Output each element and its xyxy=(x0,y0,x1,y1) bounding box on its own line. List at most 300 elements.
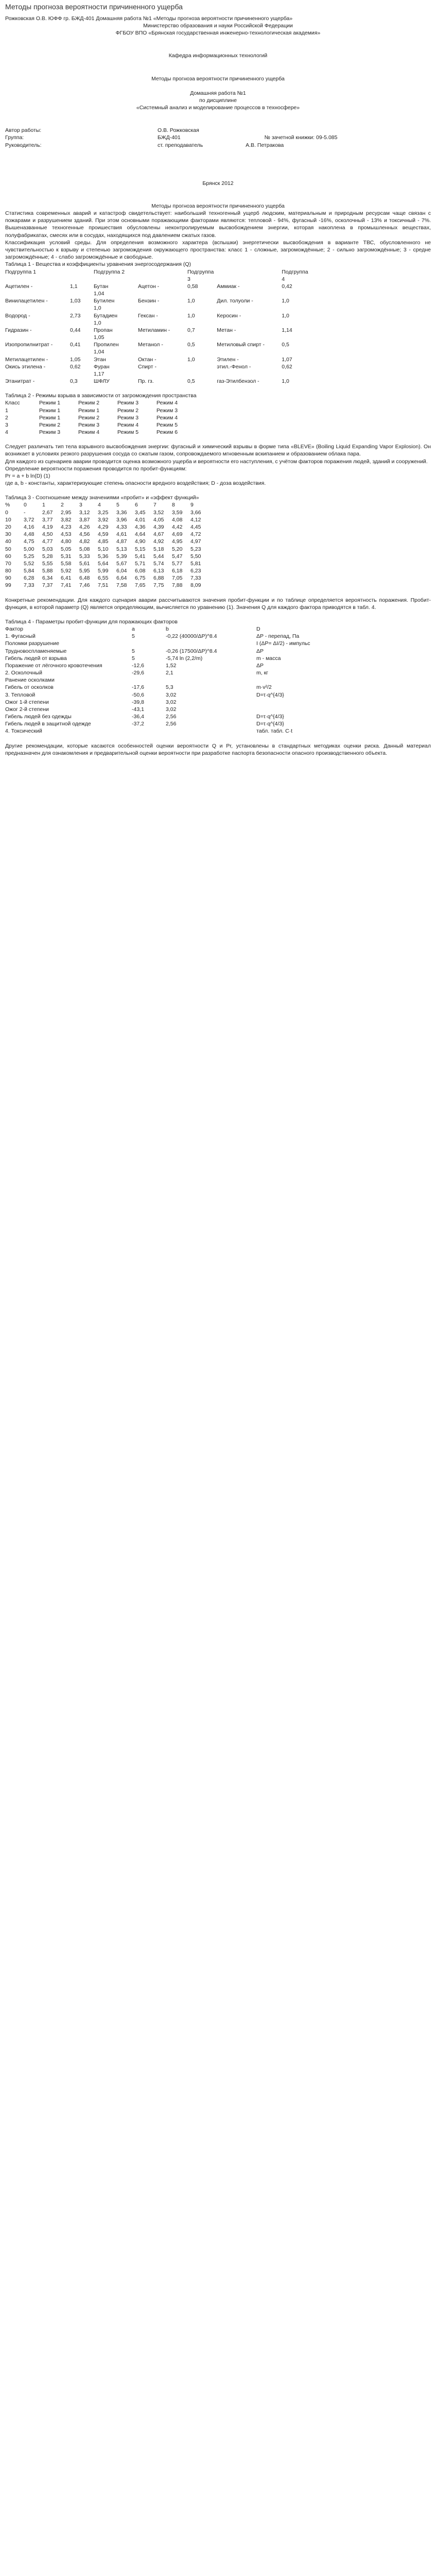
table-cell: Подгруппа 2 xyxy=(94,268,125,275)
table-cell: b xyxy=(166,626,169,633)
table-row xyxy=(5,640,362,647)
table-row xyxy=(5,341,315,348)
table-cell: 5,55 xyxy=(42,560,53,567)
table-cell: 5,13 xyxy=(116,546,127,552)
table-header-row xyxy=(5,625,362,633)
table-cell: 3,02 xyxy=(166,699,177,705)
table-cell: 7,41 xyxy=(61,582,72,589)
table-row xyxy=(5,574,209,582)
table-row xyxy=(5,706,362,713)
table-cell: 2 xyxy=(5,414,8,421)
table-cell xyxy=(282,290,311,297)
table-cell: -17,6 xyxy=(132,684,144,691)
table-cell: этил.-Фенол - xyxy=(217,363,251,370)
table-cell: 5,08 xyxy=(79,546,90,552)
table-cell xyxy=(138,348,187,355)
table-row xyxy=(5,567,209,574)
table-cell: Гексан - xyxy=(138,312,158,319)
table-cell: Режим 1 xyxy=(39,414,61,421)
table-cell: 1,1 xyxy=(70,283,78,290)
table-cell: -43,1 xyxy=(132,706,144,713)
table-cell: 7,05 xyxy=(172,575,183,582)
table-cell xyxy=(70,319,94,327)
table-cell: 4,80 xyxy=(61,538,72,545)
table-cell: 2,56 xyxy=(166,714,177,720)
table-cell: 1,04 xyxy=(94,349,104,355)
table-cell: 4,85 xyxy=(98,538,109,545)
table-cell: 6,28 xyxy=(24,575,34,582)
substance-table xyxy=(5,268,315,385)
table-cell xyxy=(70,370,94,378)
table-cell: 80 xyxy=(5,568,11,574)
table-cell xyxy=(70,334,94,341)
table-cell: Режим 3 xyxy=(78,421,100,428)
probit-table xyxy=(5,501,209,589)
table-cell: 0,58 xyxy=(187,283,198,290)
table-header-row xyxy=(5,268,315,283)
table-cell: Метан - xyxy=(217,327,236,333)
table-cell: 5 xyxy=(132,655,135,662)
table-cell: -0,22 (40000/ΔP)^8.4 xyxy=(166,633,217,640)
table-row xyxy=(5,523,209,531)
table-cell xyxy=(166,640,256,647)
table-cell: Режим 1 xyxy=(78,407,100,414)
table-cell: 6,41 xyxy=(61,575,72,582)
table-cell: Аммиак - xyxy=(217,283,240,290)
table-cell: Подгруппа 3 xyxy=(187,268,214,282)
paragraph: где а, b - константы, характеризующие степень опасности вредного воздействия; D - доза воздействия. xyxy=(5,480,266,487)
table-cell xyxy=(187,363,217,370)
table-cell: 1 xyxy=(5,407,8,414)
table-cell: 6,18 xyxy=(172,568,183,574)
table-row xyxy=(5,727,362,735)
table-cell: Подгруппа 1 xyxy=(5,268,37,275)
table-cell: Изопропилнитрат - xyxy=(5,342,53,348)
table-cell: 1,0 xyxy=(187,356,195,363)
table-cell xyxy=(217,290,282,297)
authors-table xyxy=(5,127,431,149)
table-cell: 4,97 xyxy=(190,538,201,545)
table-cell xyxy=(256,706,362,713)
table-cell: 5,15 xyxy=(135,546,146,552)
paragraph: Классификация условий среды. Для определения возможного характера (вспышки) энергетически высвобождения в варианте ТВС, обусловленного не чувствительностью к взрыву и степенью загромождения окружающего пространства: класс 1 - сложные, загромождённые; 2 - сильно загромождённые; 3 - средне загромождённые; 4 - слабо загромождённые и свободные. xyxy=(5,239,431,261)
table-cell: 7,65 xyxy=(135,582,146,589)
table-cell: 4,48 xyxy=(24,531,34,538)
table-cell xyxy=(70,290,94,297)
table-cell: Ожог 1-й степени xyxy=(5,699,49,705)
table-cell: 5,3 xyxy=(166,684,173,691)
table-cell: Режим 5 xyxy=(117,429,139,436)
table-cell: Пропилен xyxy=(94,342,119,348)
table-cell: 4,12 xyxy=(190,516,201,523)
table-cell: 4,64 xyxy=(135,531,146,538)
cover-line: Домашняя работа №1 xyxy=(190,90,246,96)
table-cell: 5,77 xyxy=(172,560,183,567)
table-cell xyxy=(138,334,187,341)
table-cell: -50,6 xyxy=(132,691,144,698)
table-cell: -39,8 xyxy=(132,699,144,705)
table-cell: 2,73 xyxy=(70,312,81,319)
table-row xyxy=(5,713,362,720)
table-cell: 6 xyxy=(135,502,138,509)
table-cell: 7,37 xyxy=(42,582,53,589)
table-cell: 4,82 xyxy=(79,538,90,545)
table-cell: 4,72 xyxy=(190,531,201,538)
table-cell: 3,82 xyxy=(61,516,72,523)
table-row xyxy=(5,699,362,706)
table-cell xyxy=(132,640,166,647)
table-cell: Гидразин - xyxy=(5,327,32,333)
table-cell: 1 xyxy=(42,502,45,509)
table-cell: 1,0 xyxy=(187,298,195,304)
table-title: Таблица 1 - Вещества и коэффициенты уравнения энергосодержания (Q) xyxy=(5,261,191,268)
table-cell: 4. Токсический xyxy=(5,728,42,735)
table-cell: -0,26 (17500/ΔP)^8.4 xyxy=(166,648,217,654)
table-cell: 5,18 xyxy=(153,546,164,552)
table-cell xyxy=(70,304,94,312)
table-cell: 3,72 xyxy=(24,516,34,523)
table-row xyxy=(5,290,315,297)
table-cell: 4,05 xyxy=(153,516,164,523)
table-cell xyxy=(5,304,70,312)
table-row xyxy=(5,363,315,370)
table-cell: 5,00 xyxy=(24,546,34,552)
table-cell: 50 xyxy=(5,546,11,552)
table-cell: 6,04 xyxy=(116,568,127,574)
table-cell xyxy=(311,268,315,283)
table-cell: 2. Осколочный xyxy=(5,670,42,676)
table-cell: Режим 3 xyxy=(156,407,178,414)
table-cell: 1. Фугасный xyxy=(5,633,36,640)
table-cell: 4,39 xyxy=(153,524,164,530)
table-cell: Ранение осколками xyxy=(5,677,55,684)
table-cell xyxy=(166,676,256,684)
table-cell: m·v²/2 xyxy=(256,684,272,691)
table-cell xyxy=(187,290,217,297)
table-cell: 4,36 xyxy=(135,524,146,530)
table-cell: 40 xyxy=(5,538,11,545)
formula: Pr = a + b ln(D) (1) xyxy=(5,472,50,479)
table-cell: 0,44 xyxy=(70,327,81,333)
table-cell: 4,01 xyxy=(135,516,146,523)
table-cell xyxy=(282,348,311,355)
table-cell: 3,02 xyxy=(166,691,177,698)
table-cell xyxy=(217,334,282,341)
table-cell: 3,52 xyxy=(153,509,164,516)
table-cell: 4,08 xyxy=(172,516,183,523)
table-cell: Гибель людей в защитной одежде xyxy=(5,721,91,727)
table-row xyxy=(5,509,209,516)
table-cell: Гибель людей от взрыва xyxy=(5,655,67,662)
table-cell xyxy=(187,304,217,312)
document-title: Методы прогноза вероятности причиненного ущерба xyxy=(5,3,183,11)
table-cell: 1,0 xyxy=(187,312,195,319)
table-cell: 1,14 xyxy=(282,327,292,333)
table-row xyxy=(5,720,362,727)
table-cell: 20 xyxy=(5,524,11,530)
table-cell: Ожог 2-й степени xyxy=(5,706,49,713)
table-row xyxy=(5,421,196,429)
table-cell xyxy=(217,319,282,327)
table-cell: 5,50 xyxy=(190,553,201,560)
table-cell: 4,29 xyxy=(98,524,109,530)
table-cell xyxy=(187,319,217,327)
table-cell: D=τ·q^{4/3} xyxy=(256,721,284,727)
table-row xyxy=(5,553,209,560)
table-cell: Бутан xyxy=(94,283,109,290)
table-cell: 3,12 xyxy=(79,509,90,516)
table-cell xyxy=(70,268,94,283)
table-cell: Винилацетилен - xyxy=(5,298,48,304)
table-cell: 6,88 xyxy=(153,575,164,582)
table-cell: -37,2 xyxy=(132,721,144,727)
table-cell: 7,58 xyxy=(116,582,127,589)
table-header-row xyxy=(5,501,209,509)
table-cell: 5,03 xyxy=(42,546,53,552)
table-cell: 3 xyxy=(5,421,8,428)
author-row: Группа: БЖД-401 № зачетной книжки: 09-5.085 xyxy=(5,134,338,141)
table-cell: 1,0 xyxy=(282,312,289,319)
table-cell: 5,64 xyxy=(98,560,109,567)
table-cell: 6,64 xyxy=(116,575,127,582)
table-row xyxy=(5,516,209,523)
table-cell: 5,52 xyxy=(24,560,34,567)
table-cell xyxy=(5,319,70,327)
table-cell: Фактор xyxy=(5,626,23,633)
table-cell: Гибель людей без одежды xyxy=(5,714,72,720)
table-row xyxy=(5,378,315,385)
table-cell: 4 xyxy=(98,502,101,509)
table-cell: 1,07 xyxy=(282,356,292,363)
table-cell: 4,75 xyxy=(24,538,34,545)
table-cell: Керосин - xyxy=(217,312,241,319)
table-cell: 6,08 xyxy=(135,568,146,574)
header-line: ФГБОУ ВПО «Брянская государственная инженерно-технологическая академия» xyxy=(115,30,321,37)
cover-line: по дисциплине xyxy=(199,97,237,104)
table-cell: Режим 2 xyxy=(78,414,100,421)
table-cell: 4,87 xyxy=(116,538,127,545)
table-cell: -29,6 xyxy=(132,670,144,676)
table-cell: Режим 3 xyxy=(39,429,61,436)
table-cell: 7,46 xyxy=(79,582,90,589)
table-cell: Режим 1 xyxy=(39,407,61,414)
table-cell: Трудновоспламеняемые xyxy=(5,648,67,654)
table-cell: 4,23 xyxy=(61,524,72,530)
table-cell: 5,31 xyxy=(61,553,72,560)
table-row xyxy=(5,327,315,334)
table-cell: 3,66 xyxy=(190,509,201,516)
table-title: Таблица 4 - Параметры пробит-функции для поражающих факторов xyxy=(5,618,178,625)
table-cell: Метилацетилен - xyxy=(5,356,48,363)
table-cell: - xyxy=(24,509,26,516)
table-row xyxy=(5,304,315,312)
table-cell: Ацетилен - xyxy=(5,283,33,290)
table-cell: ΔP - перепад, Па xyxy=(256,633,300,640)
table-cell: 5,95 xyxy=(79,568,90,574)
table-cell: -36,4 xyxy=(132,714,144,720)
table-cell: 6,55 xyxy=(98,575,109,582)
table-cell xyxy=(138,304,187,312)
explosion-mode-table xyxy=(5,399,196,436)
table-cell xyxy=(217,370,282,378)
table-cell xyxy=(5,370,70,378)
table-cell xyxy=(5,290,70,297)
table-cell: 4 xyxy=(5,429,8,436)
table-cell xyxy=(187,334,217,341)
table-row xyxy=(5,429,196,436)
table-cell: Метанол - xyxy=(138,342,163,348)
table-row xyxy=(5,414,196,421)
table-cell: 5,25 xyxy=(24,553,34,560)
table-cell: 1,05 xyxy=(94,334,104,341)
table-cell: 5,33 xyxy=(79,553,90,560)
table-cell: -5,74 ln (2,2/m) xyxy=(166,655,203,662)
table-cell: 4,77 xyxy=(42,538,53,545)
table-cell xyxy=(282,334,311,341)
table-cell: Октан - xyxy=(138,356,156,363)
table-cell: Окись этилена - xyxy=(5,363,46,370)
table-cell: 1,52 xyxy=(166,662,177,669)
table-cell: 7,88 xyxy=(172,582,183,589)
table-cell: Режим 4 xyxy=(156,400,178,406)
table-cell xyxy=(138,268,187,283)
table-cell: 6,75 xyxy=(135,575,146,582)
table-row xyxy=(5,538,209,545)
table-cell: Режим 4 xyxy=(117,421,139,428)
paragraph: Статистика современных аварий и катастроф свидетельствует: наибольший техногенный ущерб людским, материальным и природным ресурсам чаще связан с пожарами и разрушением зданий. При этом основными поражающими факторами являются: тепловой - 94%, фугасный -16%, осколочный - 13% и токсичный - 7%. Вышеназванные техногенные проишествия обусловлены неконтролируемым высвобождением энергии, которая накоплена в промышленных веществах, полуфабрикатах, смесях или в сосудах, находящихся под давлением сжатых газов. xyxy=(5,210,431,239)
table-cell: Поломки разрушение xyxy=(5,640,59,647)
table-cell: Бутилен xyxy=(94,298,115,304)
table-cell: Режим 4 xyxy=(78,429,100,436)
table-cell: a xyxy=(132,626,135,633)
table-row xyxy=(5,669,362,676)
table-row xyxy=(5,297,315,304)
table-cell: газ-Этилбензол - xyxy=(217,378,259,385)
table-cell: 4,45 xyxy=(190,524,201,530)
table-cell: 5 xyxy=(132,648,135,654)
table-cell xyxy=(217,304,282,312)
table-cell: 60 xyxy=(5,553,11,560)
table-cell: 0 xyxy=(5,509,8,516)
table-cell: 5,92 xyxy=(61,568,72,574)
table-cell: 3,77 xyxy=(42,516,53,523)
table-cell xyxy=(132,676,166,684)
table-cell: 1,0 xyxy=(94,305,101,312)
table-cell: 4,50 xyxy=(42,531,53,538)
table-cell: 4,33 xyxy=(116,524,127,530)
table-cell: 3,45 xyxy=(135,509,146,516)
table-cell: D xyxy=(256,626,260,633)
table-cell: 2,56 xyxy=(166,721,177,727)
table-cell: 4,69 xyxy=(172,531,183,538)
table-cell: 4,26 xyxy=(79,524,90,530)
table-cell: 1,17 xyxy=(94,370,104,377)
table-cell xyxy=(5,348,70,355)
table-cell: Подгруппа 4 xyxy=(282,268,308,282)
table-cell: 1,04 xyxy=(94,291,104,297)
table-cell: m - масса xyxy=(256,655,281,662)
paragraph: Следует различать тип тела взрывного высвобождения энергии: фугасный и химический взрывы в форме типа «BLEVE» (Boiling Liquid Expanding Vapor Explosion). Он возникает в условиях резкого разрушения сосуда со сжатым газом, сопровождаемого мгновенным вскипанием и образованием облака пара. xyxy=(5,444,431,457)
table-row xyxy=(5,560,209,567)
table-cell: 5,23 xyxy=(190,546,201,552)
table-cell: 0,5 xyxy=(187,378,195,385)
table-row xyxy=(5,582,209,589)
table-cell: 1,03 xyxy=(70,298,81,304)
table-cell: 5,71 xyxy=(135,560,146,567)
table-cell: 3,59 xyxy=(172,509,183,516)
table-cell: 2 xyxy=(61,502,64,509)
table-cell: 4,16 xyxy=(24,524,34,530)
table-cell: 2,95 xyxy=(61,509,72,516)
table-cell xyxy=(282,319,311,327)
table-cell: Поражение от лёгочного кровотечения xyxy=(5,662,102,669)
table-cell: 0 xyxy=(24,502,27,509)
paragraph: Определение вероятности поражения проводится по пробит-функциям: xyxy=(5,465,187,472)
table-cell: Пр. гз. xyxy=(138,378,154,385)
table-cell: 6,13 xyxy=(153,568,164,574)
table-cell xyxy=(166,727,256,735)
table-cell: 3,92 xyxy=(98,516,109,523)
table-cell: 5,81 xyxy=(190,560,201,567)
table-cell: 5,84 xyxy=(24,568,34,574)
table-row xyxy=(5,648,362,655)
table-cell: 5,99 xyxy=(98,568,109,574)
table-cell: Дил. толуоли - xyxy=(217,298,253,304)
table-row xyxy=(5,319,315,327)
table-cell: 30 xyxy=(5,531,11,538)
table-cell: Фуран xyxy=(94,363,110,370)
probit-params-table xyxy=(5,625,362,735)
table-cell: Режим 4 xyxy=(156,414,178,421)
table-cell: 5,44 xyxy=(153,553,164,560)
table-cell: 5,67 xyxy=(116,560,127,567)
table-cell: Гибель от осколков xyxy=(5,684,54,691)
table-cell: Пропан xyxy=(94,327,113,333)
table-cell: 0,42 xyxy=(282,283,292,290)
table-cell: Режим 3 xyxy=(117,400,139,406)
table-cell: Метиламин - xyxy=(138,327,170,333)
table-cell xyxy=(217,268,282,283)
table-row xyxy=(5,633,362,640)
table-cell: 4,56 xyxy=(79,531,90,538)
department: Кафедра информационных технологий xyxy=(168,53,268,59)
table-cell: 5,20 xyxy=(172,546,183,552)
table-cell: Режим 2 xyxy=(39,421,61,428)
table-cell: Бутадиен xyxy=(94,312,118,319)
table-cell: Режим 2 xyxy=(78,400,100,406)
cover-line: Методы прогноза вероятности причиненного ущерба xyxy=(151,75,285,82)
table-cell xyxy=(217,348,282,355)
table-cell: Водород - xyxy=(5,312,30,319)
table-cell: 5,41 xyxy=(135,553,146,560)
table-cell: D=τ·q^{4/3} xyxy=(256,714,284,720)
table-cell: 5,61 xyxy=(79,560,90,567)
table-cell xyxy=(138,290,187,297)
table-cell: Режим 6 xyxy=(156,429,178,436)
table-cell: Этанитрат - xyxy=(5,378,35,385)
table-cell: 6,34 xyxy=(42,575,53,582)
table-cell: 6,48 xyxy=(79,575,90,582)
table-cell: 4,53 xyxy=(61,531,72,538)
header-line: Министерство образования и науки Российской Федерации xyxy=(143,23,293,29)
table-cell: 0,5 xyxy=(282,342,289,348)
table-row xyxy=(5,676,362,684)
table-cell: 5,36 xyxy=(98,553,109,560)
table-cell: 9 xyxy=(190,502,194,509)
table-cell: D=τ·q^{4/3} xyxy=(256,691,284,698)
table-cell xyxy=(256,699,362,706)
table-cell: 0,62 xyxy=(70,363,81,370)
